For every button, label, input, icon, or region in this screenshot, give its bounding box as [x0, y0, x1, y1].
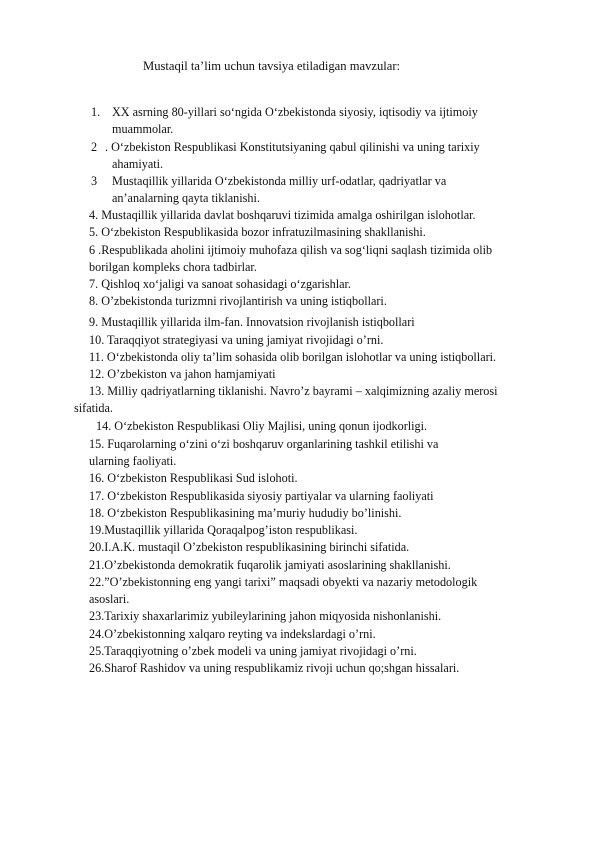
- topic-item: 25.Taraqqiyotning o’zbek modeli va uning jamiyat rivojidagi o’rni.: [89, 644, 417, 658]
- topic-item: 18. O‘zbekiston Respublikasining ma’muriy hududiy bo’linishi.: [89, 506, 402, 520]
- topic-item: 22.”O’zbekistonning eng yangi tarixi” maqsadi obyekti va nazariy metodologik: [89, 575, 478, 589]
- topic-item: 14. O‘zbekiston Respublikasi Oliy Majlisi, uning qonun ijodkorligi.: [96, 419, 428, 433]
- topic-item: 16. O‘zbekiston Respublikasi Sud islohoti.: [89, 471, 298, 485]
- topic-item: 11. O‘zbekistonda oliy ta’lim sohasida olib borilgan islohotlar va uning istiqbollari.: [89, 350, 497, 364]
- topic-number: 3: [91, 174, 98, 188]
- topic-item: 6 .Respublikada aholini ijtimoiy muhofaza qilish va sog‘liqni saqlash tizimida olib: [89, 243, 493, 257]
- topic-item: 8. O’zbekistonda turizmni rivojlantirish va uning istiqbollari.: [89, 294, 387, 308]
- topic-item-continuation: muammolar.: [112, 122, 174, 136]
- topic-item: 13. Milliy qadriyatlarning tiklanishi. Navro’z bayrami – xalqimizning azaliy merosi: [89, 384, 498, 398]
- topic-item: 19.Mustaqillik yillarida Qoraqalpog’iston respublikasi.: [89, 523, 358, 537]
- topic-number: 2: [91, 140, 98, 154]
- topic-item: 12. O’zbekiston va jahon hamjamiyati: [89, 367, 276, 381]
- topic-item: 9. Mustaqillik yillarida ilm-fan. Innovatsion rivojlanish istiqbollari: [89, 315, 415, 329]
- topic-item: 10. Taraqqiyot strategiyasi va uning jamiyat rivojidagi o’rni.: [89, 333, 384, 347]
- topic-item-continuation: sifatida.: [74, 401, 113, 415]
- topic-item: . O‘zbekiston Respublikasi Konstitutsiyaning qabul qilinishi va uning tarixiy: [105, 140, 480, 154]
- topic-item: 26.Sharof Rashidov va uning respublikamiz rivoji uchun qo;shgan hissalari.: [89, 661, 460, 675]
- topic-item: 15. Fuqarolarning o‘zini o‘zi boshqaruv organlarining tashkil etilishi va: [89, 437, 439, 451]
- topic-item-continuation: borilgan kompleks chora tadbirlar.: [89, 260, 257, 274]
- topic-item: 24.O’zbekistonning xalqaro reyting va indekslardagi o’rni.: [89, 627, 376, 641]
- topic-item-continuation: ahamiyati.: [112, 157, 164, 171]
- topic-item: 23.Tarixiy shaxarlarimiz yubileylarining jahon miqyosida nishonlanishi.: [89, 609, 442, 623]
- topic-number: 1.: [91, 105, 101, 119]
- topic-item-continuation: asoslari.: [89, 592, 130, 606]
- topic-item: 4. Mustaqillik yillarida davlat boshqaruvi tizimida amalga oshirilgan islohotlar.: [89, 208, 476, 222]
- topic-item: 7. Qishloq xo‘jaligi va sanoat sohasidagi o‘zgarishlar.: [89, 277, 351, 291]
- topic-item: XX asrning 80-yillari so‘ngida O‘zbekistonda siyosiy, iqtisodiy va ijtimoiy: [112, 105, 478, 119]
- topic-item: 17. O‘zbekiston Respublikasida siyosiy partiyalar va ularning faoliyati: [89, 489, 434, 503]
- topic-item: 5. O‘zbekiston Respublikasida bozor infratuzilmasining shakllanishi.: [89, 225, 426, 239]
- topic-item-continuation: an’analarning qayta tiklanishi.: [112, 191, 260, 205]
- topic-item: Mustaqillik yillarida O‘zbekistonda milliy urf-odatlar, qadriyatlar va: [112, 174, 447, 188]
- topic-item-continuation: ularning faoliyati.: [89, 454, 177, 468]
- topic-item: 20.I.A.K. mustaqil O’zbekiston respublikasining birinchi sifatida.: [89, 540, 410, 554]
- topic-item: 21.O’zbekistonda demokratik fuqarolik jamiyati asoslarining shakllanishi.: [89, 558, 451, 572]
- page-title: Mustaqil ta’lim uchun tavsiya etiladigan mavzular:: [143, 59, 401, 73]
